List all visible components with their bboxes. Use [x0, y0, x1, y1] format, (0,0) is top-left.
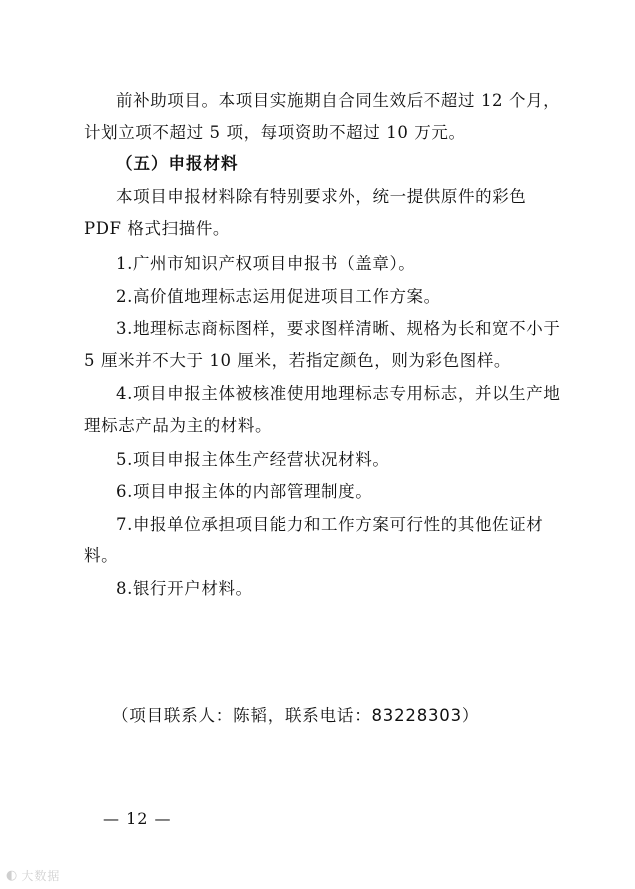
list-item: 6.项目申报主体的内部管理制度。 — [116, 482, 373, 501]
paragraph-line: 计划立项不超过 5 项，每项资助不超过 10 万元。 — [84, 123, 466, 142]
watermark-logo-icon: ◐ — [6, 868, 18, 883]
list-item: 8.银行开户材料。 — [116, 579, 253, 598]
list-item: 4.项目申报主体被核准使用地理标志专用标志，并以生产地 — [116, 384, 561, 403]
section-heading: （五）申报材料 — [116, 154, 239, 173]
paragraph-line: PDF 格式扫描件。 — [84, 219, 231, 238]
watermark-text: 大数据 — [21, 869, 61, 883]
page-number: — 12 — — [103, 809, 172, 828]
list-item-continuation: 5 厘米并不大于 10 厘米，若指定颜色，则为彩色图样。 — [84, 351, 512, 370]
list-item-continuation: 料。 — [84, 546, 119, 565]
list-item: 1.广州市知识产权项目申报书（盖章）。 — [116, 254, 416, 273]
list-item: 7.申报单位承担项目能力和工作方案可行性的其他佐证材 — [116, 515, 544, 534]
paragraph-line: 前补助项目。本项目实施期自合同生效后不超过 12 个月， — [116, 91, 561, 110]
paragraph-line: 本项目申报材料除有特别要求外，统一提供原件的彩色 — [116, 187, 527, 206]
contact-info: （项目联系人：陈韬，联系电话：83228303） — [112, 706, 480, 725]
list-item: 5.项目申报主体生产经营状况材料。 — [116, 450, 390, 469]
list-item: 2.高价值地理标志运用促进项目工作方案。 — [116, 287, 441, 306]
list-item-continuation: 理标志产品为主的材料。 — [84, 416, 273, 435]
list-item: 3.地理标志商标图样，要求图样清晰、规格为长和宽不小于 — [116, 319, 561, 338]
watermark — [6, 867, 60, 884]
